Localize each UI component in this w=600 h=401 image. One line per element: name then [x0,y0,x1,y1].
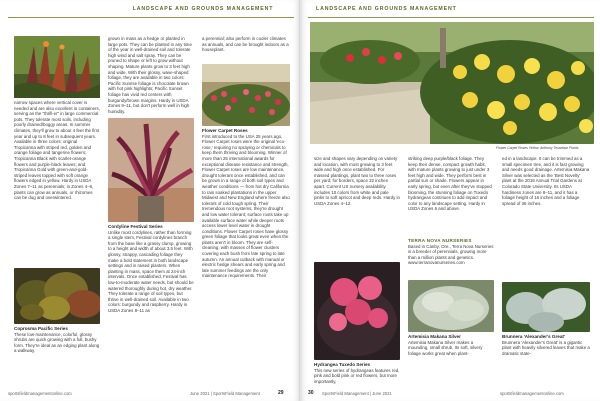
right-header-rule [308,17,594,18]
flower-carpet-caption: Flower Carpet Roses [202,128,248,133]
flower-carpet-block [202,128,290,388]
right-column-2 [408,156,494,236]
right-footer-issue: SportsField Management | June 2021 [322,391,392,396]
artemisia-photo [408,280,494,332]
cordyline-text: Unlike most cordylines, rather than forming a single stem, Festival cordylines branch from the base like a grassy clump, growing to a height and width of about 3.5 feet. With glossy, strappy, cascading foliage they make a bold statement in both landscape settings and in raised planters. When planting in mass, space them at 24-inch intervals. Once established, Festival has low-to-moderate water needs, but should be watered thoroughly during hot, dry weather. They tolerate a range of soil types, but thrive in well-drained soil. Available in two colors: burgundy and raspberry. Hardy in USDA Zones 8–11 as [108,229,194,313]
yellow-roses-photo [310,22,594,144]
cordyline-plant-image [108,118,194,222]
cordyline-continued-text: a perennial; also perform in cooler climates as annuals, and can be brought indoors as a houseplant. [202,36,289,53]
hydrangea-text: This new series of hydrangeas features red, pink and bold pink or red flowers, but more importantly, [314,367,400,384]
tropicanna-photo [14,36,100,98]
hydrangea-photo [314,262,400,360]
right-column-1 [314,156,400,264]
right-column-3 [502,156,590,276]
flower-carpet-photo [202,64,290,126]
hydrangea-caption: Hydrangea Tuxedo Series [314,362,371,367]
right-page-number: 30 [308,390,314,396]
right-page-header: LANDSCAPE AND GROUNDS MANAGEMENT [316,6,457,12]
brunnera-photo [502,282,590,332]
yellow-flower-carpet-roses-image [310,22,594,144]
left-column-3-top [202,36,290,64]
left-footer-issue: June 2021 | SportsField Management [190,391,260,396]
cordyline-block [108,224,194,388]
hydrangea-tuxedo-image [314,262,400,360]
left-column-2 [108,36,194,118]
artemisia-makana-silver-image [408,280,494,332]
right-page [300,0,600,401]
left-header-rule [8,17,294,18]
coprosma-photo [14,268,100,324]
artemisia-block [408,334,494,388]
artemisia-caption: Artemisia Makana Silver [408,334,461,339]
coprosma-continued-text: grown in mass as a hedge or planted in large pots. They can be planted in any time of the year in well-drained soil and tolerate high wind and salt spray. They can be pruned to shape or left to grow without shaping. Mature plants grow to 3 feet high and wide. With their glossy, wave-shaped foliage, they are available in two colors: Pacific Sunrise foliage is chocolate brown with hot pink highlights; Pacific Sunset foliage has vivid red centers with burgundy/brown margins. Hardy in USDA Zones 9–11, but don't perform well in high humidity. [108,36,192,114]
flower-carpet-continued-text: size and shapes vary depending on variety and location, with most growing to 3 feet wide and high once established. For massed plantings, plant two to three roses per yard; for borders, space 32 inches apart. Current US nursery availability includes 10 colors from white and pale pinks to soft apricot and deep reds. Hardy in USDA Zones 4–12. [314,156,400,206]
terra-nova-block [408,238,494,278]
artemisia-continued-text: ed in a landscape. It can be trimmed as a small specimen tree, and it is fast growing and needs good drainage. Artemisia Makana Silver was selected as the 'Best Novelty' plant at the 2019 Annual Trial Gardens at Colorado State University. Its USDA hardiness zones are 8–11, and it has a foliage height of 16 inches and a foliage spread of 36 inches. [502,156,590,206]
brunnera-text: Brunnera 'Alexander's Great' is a gigantic plant with heavily silvered leaves that make a dramatic state- [502,339,590,356]
flower-carpet-text: First introduced to the USA 25 years ago, Flower Carpet roses were the original 'eco-rose,' requiring no spraying or chemicals to keep them thriving and blooming. Winner of more than 25 international awards for exceptional disease resistance and strength, Flower Carpet roses are low maintenance, drought tolerant once established, and can be grown in a range of both soil types and weather conditions — from hot dry California to rain soaked plantations in the upper Midwest and New England where freeze also tolerant of cold tough spring. Their tremendous root systems, they're drought and low water tolerant; surface roots take up available surface water while deeper roots access lower level water in drought conditions. Flower Carpet roses have glossy green foliage that looks great even when the plants aren't in bloom. They are self-cleaning, with masses of flower clusters covering each bush from late spring to late autumn. An annual cutback with manual or electric hedge shears and early spring and late summer feedings are the only maintenance requirements. Their [202,133,290,279]
tropicanna-text: narrow spaces where vertical cover is needed and are also excellent in containers, serving as the "thrill-er" in large commercial pots. They tolerate most soils, including poorly drained/boggy areas. In summer climates, they'll grow to about 4 feet the first year and up to 8 feet in subsequent years. Available in three colors: original Tropicanna with striped red, golden and orange foliage and tangerine flowers; Tropicanna Black with scarlet-orange flowers and purple-black leaves; and Tropicanna Gold with green-and-gold-striped leaves topped with soft orange flowers edged in yellow. Hardy in USDA Zones 7–11 as perennials; in Zones 4–6, plants can grow as annuals, or rhizomes can be dug and overwintered. [14,100,100,201]
cordyline-photo [108,118,194,222]
left-page-number: 29 [278,390,284,396]
brunnera-caption: Brunnera 'Alexander's Great' [502,334,566,339]
tropicanna-plant-image [14,36,100,98]
cordyline-caption: Cordyline Festival Series [108,224,163,229]
coprosma-block [14,326,100,388]
hydrangea-continued-text: striking deep purple/black foliage. They keep their dense, compact growth habit, with mature plants growing to just under 3 feet high and wide. They perform best in partial sun or shade. Flowers appear in early spring, but even after they've stopped blooming, the stunning foliage on Tuxedo hydrangeas continues to add impact and color to any landscape setting. Hardy in USDA Zones 6 and above. [408,156,492,212]
right-footer-url[interactable]: sportsfieldmanagementonline.com [500,391,564,396]
brunnera-block [502,334,590,388]
hydrangea-block [314,362,400,388]
photo-credit: Flower Carpet Roses Yellow. Anthony Tesselaar Plants [496,146,579,150]
brunnera-alexanders-great-image [502,282,590,332]
artemisia-text: Artemisia Makana Silver makes a mounding, small shrub. Its soft, silvery foliage works great when plant- [408,339,483,356]
terra-nova-text: Based in Canby, Ore., Terra Nova Nurseries is a breeder of perennials, growing more than a million plants and genetics. www.terranovanurseries.com [408,243,494,266]
left-footer-url[interactable]: sportsfieldmanagementonline.com [8,391,72,396]
left-page-header: LANDSCAPE AND GROUNDS MANAGEMENT [132,6,274,12]
coprosma-text: These low-maintenance, colorful, glossy shrubs are quick growing with a full, bushy form. They're ideal as an edging plant along a walkway, [14,331,100,354]
terra-nova-heading: TERRA NOVA NURSERIES [408,238,472,243]
coprosma-caption: Coprosma Pacific Series [14,326,68,331]
coprosma-shrub-image [14,268,100,324]
flower-carpet-roses-image [202,64,290,126]
